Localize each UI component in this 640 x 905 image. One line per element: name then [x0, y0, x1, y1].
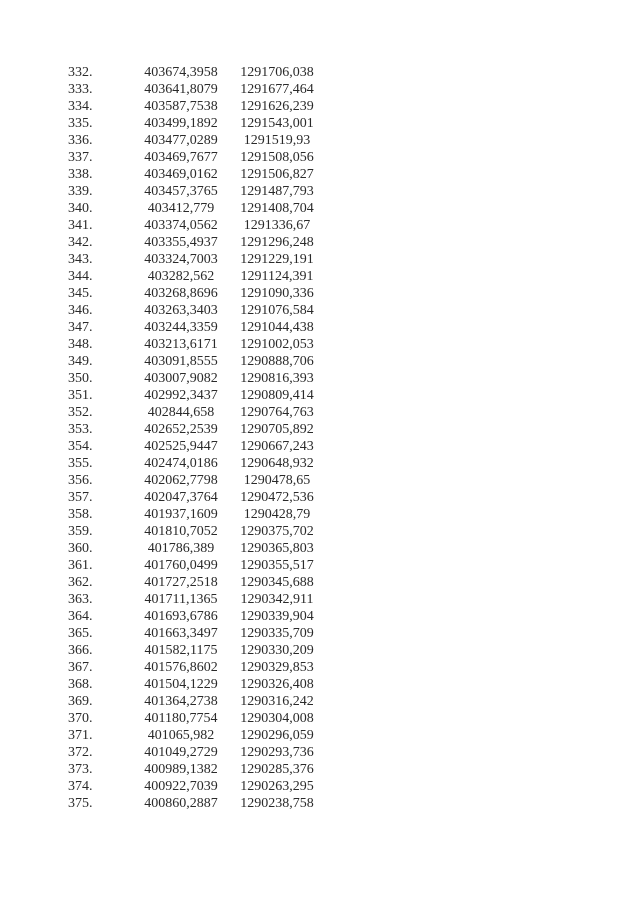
x-coordinate: 403007,9082: [144, 371, 218, 386]
y-coordinate: 1291296,248: [240, 235, 314, 250]
x-coordinate: 401693,6786: [144, 609, 218, 624]
row-number: 335.: [68, 116, 93, 131]
x-coordinate: 401065,982: [147, 728, 215, 743]
table-row: [0, 489, 640, 506]
table-row: [0, 625, 640, 642]
table-row: [0, 319, 640, 336]
row-number: 357.: [68, 490, 93, 505]
table-row: [0, 98, 640, 115]
table-row: [0, 64, 640, 81]
row-number: 351.: [68, 388, 93, 403]
row-number: 373.: [68, 762, 93, 777]
y-coordinate: 1290478,65: [243, 473, 311, 488]
row-number: 364.: [68, 609, 93, 624]
x-coordinate: 403469,0162: [144, 167, 218, 182]
x-coordinate: 403355,4937: [144, 235, 218, 250]
row-number: 354.: [68, 439, 93, 454]
coordinate-table: [0, 64, 640, 812]
row-number: 365.: [68, 626, 93, 641]
table-row: [0, 132, 640, 149]
y-coordinate: 1290816,393: [240, 371, 314, 386]
y-coordinate: 1291336,67: [243, 218, 311, 233]
x-coordinate: 401937,1609: [144, 507, 218, 522]
y-coordinate: 1291508,056: [240, 150, 314, 165]
row-number: 333.: [68, 82, 93, 97]
x-coordinate: 403282,562: [147, 269, 215, 284]
table-row: [0, 115, 640, 132]
table-row: [0, 200, 640, 217]
x-coordinate: 401711,1365: [144, 592, 218, 607]
x-coordinate: 403374,0562: [144, 218, 218, 233]
row-number: 338.: [68, 167, 93, 182]
table-row: [0, 234, 640, 251]
y-coordinate: 1291677,464: [240, 82, 314, 97]
x-coordinate: 403674,3958: [144, 65, 218, 80]
row-number: 334.: [68, 99, 93, 114]
table-row: [0, 336, 640, 353]
y-coordinate: 1290335,709: [240, 626, 314, 641]
row-number: 349.: [68, 354, 93, 369]
y-coordinate: 1290888,706: [240, 354, 314, 369]
y-coordinate: 1290329,853: [240, 660, 314, 675]
row-number: 340.: [68, 201, 93, 216]
x-coordinate: 402525,9447: [144, 439, 218, 454]
row-number: 348.: [68, 337, 93, 352]
y-coordinate: 1291519,93: [243, 133, 311, 148]
y-coordinate: 1290330,209: [240, 643, 314, 658]
y-coordinate: 1290648,932: [240, 456, 314, 471]
x-coordinate: 400922,7039: [144, 779, 218, 794]
x-coordinate: 403263,3403: [144, 303, 218, 318]
x-coordinate: 401576,8602: [144, 660, 218, 675]
row-number: 371.: [68, 728, 93, 743]
row-number: 342.: [68, 235, 93, 250]
y-coordinate: 1291229,191: [240, 252, 314, 267]
table-row: [0, 81, 640, 98]
y-coordinate: 1290304,008: [240, 711, 314, 726]
table-row: [0, 540, 640, 557]
y-coordinate: 1290326,408: [240, 677, 314, 692]
row-number: 355.: [68, 456, 93, 471]
y-coordinate: 1291090,336: [240, 286, 314, 301]
row-number: 375.: [68, 796, 93, 811]
row-number: 374.: [68, 779, 93, 794]
x-coordinate: 400989,1382: [144, 762, 218, 777]
table-row: [0, 761, 640, 778]
table-row: [0, 387, 640, 404]
table-row: [0, 642, 640, 659]
x-coordinate: 401582,1175: [144, 643, 218, 658]
x-coordinate: 403469,7677: [144, 150, 218, 165]
x-coordinate: 402474,0186: [144, 456, 218, 471]
y-coordinate: 1290316,242: [240, 694, 314, 709]
row-number: 361.: [68, 558, 93, 573]
row-number: 332.: [68, 65, 93, 80]
row-number: 366.: [68, 643, 93, 658]
row-number: 345.: [68, 286, 93, 301]
table-row: [0, 455, 640, 472]
row-number: 362.: [68, 575, 93, 590]
table-row: [0, 727, 640, 744]
y-coordinate: 1290809,414: [240, 388, 314, 403]
x-coordinate: 403641,8079: [144, 82, 218, 97]
x-coordinate: 403457,3765: [144, 184, 218, 199]
y-coordinate: 1290365,803: [240, 541, 314, 556]
row-number: 358.: [68, 507, 93, 522]
table-row: [0, 285, 640, 302]
table-row: [0, 744, 640, 761]
row-number: 372.: [68, 745, 93, 760]
x-coordinate: 403477,0289: [144, 133, 218, 148]
x-coordinate: 401364,2738: [144, 694, 218, 709]
table-row: [0, 438, 640, 455]
x-coordinate: 402062,7798: [144, 473, 218, 488]
row-number: 343.: [68, 252, 93, 267]
table-row: [0, 251, 640, 268]
x-coordinate: 401504,1229: [144, 677, 218, 692]
y-coordinate: 1290355,517: [240, 558, 314, 573]
table-row: [0, 523, 640, 540]
x-coordinate: 401180,7754: [144, 711, 218, 726]
x-coordinate: 403213,6171: [144, 337, 218, 352]
x-coordinate: 402652,2539: [144, 422, 218, 437]
x-coordinate: 403244,3359: [144, 320, 218, 335]
row-number: 369.: [68, 694, 93, 709]
x-coordinate: 401760,0499: [144, 558, 218, 573]
y-coordinate: 1290667,243: [240, 439, 314, 454]
y-coordinate: 1290428,79: [243, 507, 311, 522]
row-number: 356.: [68, 473, 93, 488]
y-coordinate: 1291002,053: [240, 337, 314, 352]
table-row: [0, 166, 640, 183]
row-number: 344.: [68, 269, 93, 284]
y-coordinate: 1291626,239: [240, 99, 314, 114]
table-row: [0, 659, 640, 676]
y-coordinate: 1291706,038: [240, 65, 314, 80]
table-row: [0, 795, 640, 812]
y-coordinate: 1290375,702: [240, 524, 314, 539]
table-row: [0, 574, 640, 591]
x-coordinate: 401810,7052: [144, 524, 218, 539]
y-coordinate: 1290285,376: [240, 762, 314, 777]
x-coordinate: 402992,3437: [144, 388, 218, 403]
table-row: [0, 676, 640, 693]
table-row: [0, 183, 640, 200]
x-coordinate: 403268,8696: [144, 286, 218, 301]
y-coordinate: 1290339,904: [240, 609, 314, 624]
y-coordinate: 1290238,758: [240, 796, 314, 811]
row-number: 352.: [68, 405, 93, 420]
table-row: [0, 608, 640, 625]
table-row: [0, 370, 640, 387]
table-row: [0, 353, 640, 370]
table-row: [0, 710, 640, 727]
y-coordinate: 1291076,584: [240, 303, 314, 318]
table-row: [0, 404, 640, 421]
x-coordinate: 403499,1892: [144, 116, 218, 131]
row-number: 363.: [68, 592, 93, 607]
y-coordinate: 1290263,295: [240, 779, 314, 794]
x-coordinate: 401663,3497: [144, 626, 218, 641]
y-coordinate: 1291044,438: [240, 320, 314, 335]
y-coordinate: 1290472,536: [240, 490, 314, 505]
row-number: 347.: [68, 320, 93, 335]
y-coordinate: 1291543,001: [240, 116, 314, 131]
row-number: 367.: [68, 660, 93, 675]
table-row: [0, 421, 640, 438]
x-coordinate: 403587,7538: [144, 99, 218, 114]
table-row: [0, 472, 640, 489]
row-number: 353.: [68, 422, 93, 437]
x-coordinate: 403324,7003: [144, 252, 218, 267]
table-row: [0, 778, 640, 795]
x-coordinate: 401049,2729: [144, 745, 218, 760]
row-number: 368.: [68, 677, 93, 692]
table-row: [0, 506, 640, 523]
table-row: [0, 693, 640, 710]
row-number: 359.: [68, 524, 93, 539]
table-row: [0, 149, 640, 166]
x-coordinate: 402844,658: [147, 405, 215, 420]
x-coordinate: 400860,2887: [144, 796, 218, 811]
y-coordinate: 1290342,911: [240, 592, 314, 607]
y-coordinate: 1290705,892: [240, 422, 314, 437]
row-number: 360.: [68, 541, 93, 556]
table-row: [0, 302, 640, 319]
y-coordinate: 1290296,059: [240, 728, 314, 743]
row-number: 336.: [68, 133, 93, 148]
table-row: [0, 557, 640, 574]
table-row: [0, 268, 640, 285]
row-number: 339.: [68, 184, 93, 199]
y-coordinate: 1291124,391: [240, 269, 314, 284]
y-coordinate: 1291487,793: [240, 184, 314, 199]
y-coordinate: 1291506,827: [240, 167, 314, 182]
table-row: [0, 591, 640, 608]
row-number: 350.: [68, 371, 93, 386]
row-number: 341.: [68, 218, 93, 233]
x-coordinate: 402047,3764: [144, 490, 218, 505]
x-coordinate: 403412,779: [147, 201, 215, 216]
row-number: 370.: [68, 711, 93, 726]
table-row: [0, 217, 640, 234]
x-coordinate: 401727,2518: [144, 575, 218, 590]
row-number: 337.: [68, 150, 93, 165]
x-coordinate: 401786,389: [147, 541, 215, 556]
row-number: 346.: [68, 303, 93, 318]
x-coordinate: 403091,8555: [144, 354, 218, 369]
y-coordinate: 1290345,688: [240, 575, 314, 590]
y-coordinate: 1291408,704: [240, 201, 314, 216]
y-coordinate: 1290764,763: [240, 405, 314, 420]
y-coordinate: 1290293,736: [240, 745, 314, 760]
